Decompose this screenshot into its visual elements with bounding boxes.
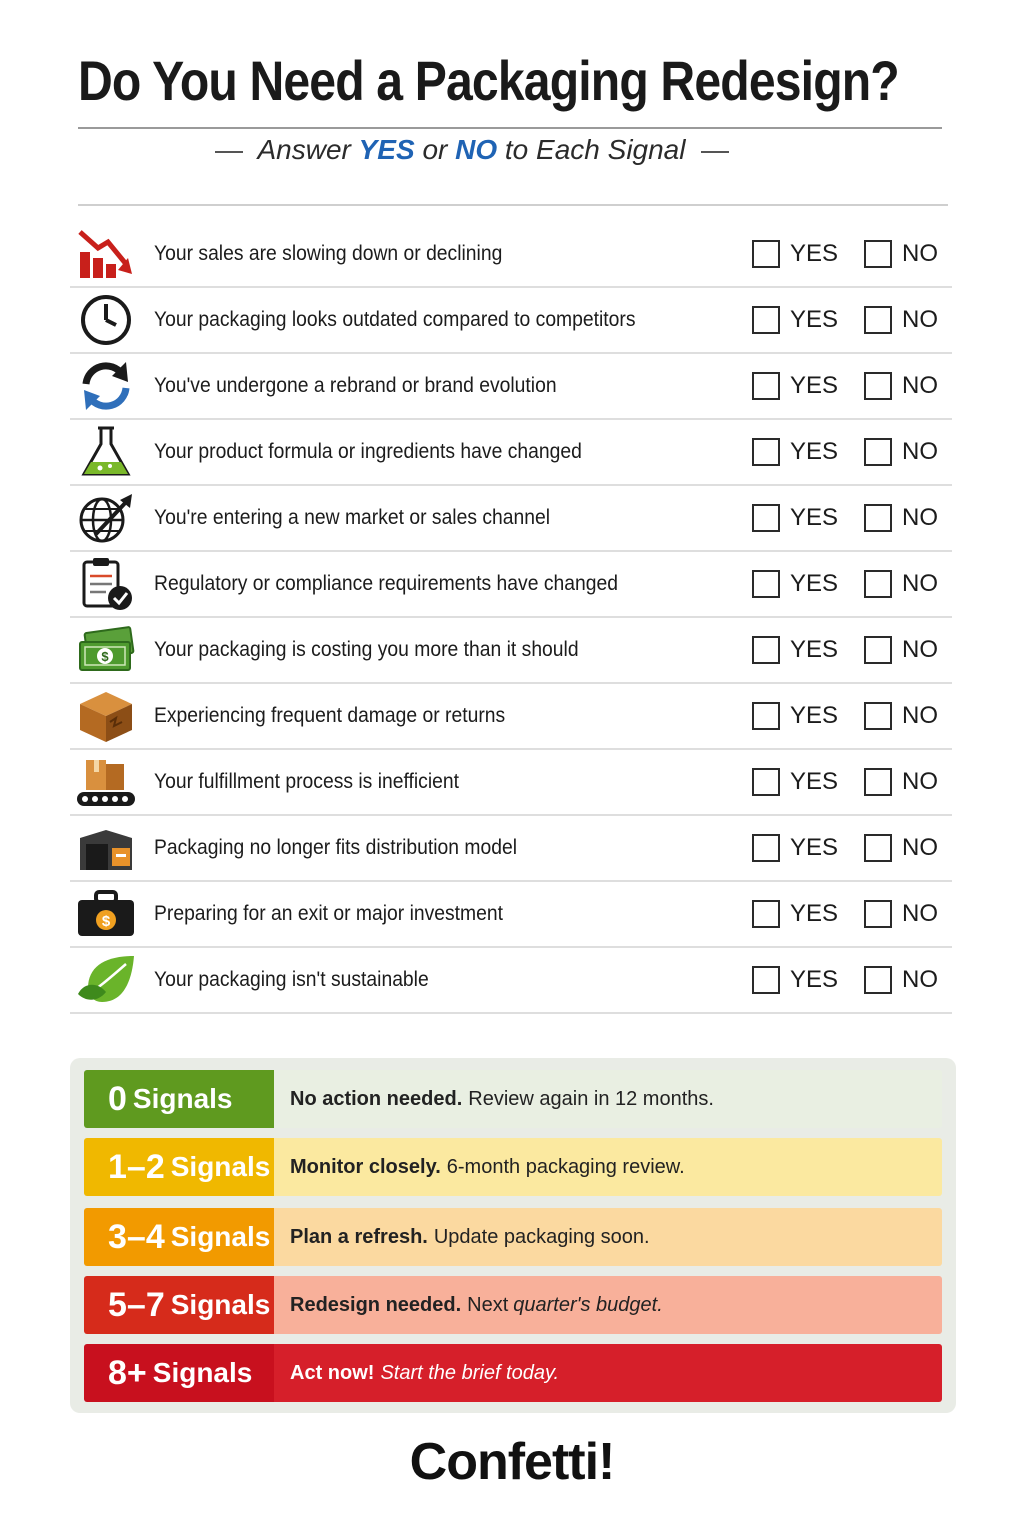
subtitle-yes: YES [358, 134, 415, 165]
yes-label: YES [790, 372, 839, 399]
band-advice-strong: No action needed. [290, 1087, 463, 1110]
globe-arrow-icon [70, 490, 142, 546]
subtitle-no: NO [455, 134, 498, 165]
signal-row [70, 354, 952, 420]
no-option[interactable] [864, 900, 938, 928]
band-number: 0 [108, 1079, 127, 1118]
declining-chart-icon [70, 226, 142, 282]
no-option[interactable] [864, 966, 938, 994]
yes-option[interactable] [752, 306, 838, 334]
score-band-3-4 [84, 1208, 942, 1266]
band-advice [274, 1138, 942, 1196]
yes-checkbox[interactable] [752, 636, 780, 664]
subtitle-rest: to Each Signal [504, 134, 686, 165]
yes-option[interactable] [752, 570, 838, 598]
no-label: NO [902, 438, 938, 465]
yes-option[interactable] [752, 636, 838, 664]
no-checkbox[interactable] [864, 966, 892, 994]
no-option[interactable] [864, 834, 938, 862]
title-divider [78, 127, 942, 129]
yes-label: YES [790, 306, 839, 333]
yes-label: YES [790, 636, 839, 663]
refresh-arrows-icon [70, 358, 142, 414]
clock-icon [70, 292, 142, 348]
band-word: Signals [152, 1357, 253, 1388]
no-label: NO [902, 900, 938, 927]
yes-option[interactable] [752, 438, 838, 466]
subtitle [0, 134, 944, 166]
signal-row [70, 420, 952, 486]
list-divider [78, 204, 948, 206]
no-option[interactable] [864, 768, 938, 796]
yes-label: YES [790, 240, 839, 267]
yes-label: YES [790, 966, 839, 993]
yes-label: YES [790, 702, 839, 729]
conveyor-box-icon [70, 754, 142, 810]
yes-option[interactable] [752, 702, 838, 730]
no-checkbox[interactable] [864, 834, 892, 862]
damaged-box-icon [70, 688, 142, 744]
yes-label: YES [790, 834, 839, 861]
band-word: Signals [170, 1289, 271, 1320]
yes-checkbox[interactable] [752, 372, 780, 400]
no-checkbox[interactable] [864, 438, 892, 466]
band-advice [274, 1344, 942, 1402]
yes-label: YES [790, 504, 839, 531]
signal-row [70, 750, 952, 816]
no-label: NO [902, 504, 938, 531]
band-count [84, 1276, 274, 1334]
signal-row [70, 486, 952, 552]
band-number: 5–7 [108, 1285, 165, 1324]
band-advice [274, 1208, 942, 1266]
no-checkbox[interactable] [864, 240, 892, 268]
band-advice-rest: Next [467, 1293, 509, 1316]
no-checkbox[interactable] [864, 702, 892, 730]
yes-label: YES [790, 768, 839, 795]
no-checkbox[interactable] [864, 636, 892, 664]
band-number: 8+ [108, 1353, 147, 1392]
band-count [84, 1070, 274, 1128]
no-checkbox[interactable] [864, 900, 892, 928]
no-checkbox[interactable] [864, 306, 892, 334]
signal-row [70, 288, 952, 354]
yes-option[interactable] [752, 768, 838, 796]
band-advice-strong: Act now! [290, 1361, 375, 1384]
yes-option[interactable] [752, 834, 838, 862]
band-advice-rest: 6-month packaging review. [446, 1155, 685, 1178]
subtitle-dash-left [215, 151, 243, 153]
signal-row [70, 948, 952, 1014]
signal-text: Your packaging is costing you more than it should [154, 638, 579, 661]
scoring-panel [70, 1058, 956, 1413]
yes-checkbox[interactable] [752, 900, 780, 928]
score-band-5-7 [84, 1276, 942, 1334]
briefcase-dollar-icon [70, 886, 142, 942]
band-advice [274, 1276, 942, 1334]
yes-option[interactable] [752, 900, 838, 928]
subtitle-or: or [422, 134, 448, 165]
subtitle-answer: Answer [257, 134, 351, 165]
no-option[interactable] [864, 372, 938, 400]
band-word: Signals [170, 1151, 271, 1182]
yes-checkbox[interactable] [752, 834, 780, 862]
no-checkbox[interactable] [864, 372, 892, 400]
band-advice [274, 1070, 942, 1128]
warehouse-icon [70, 820, 142, 876]
score-band-1-2 [84, 1138, 942, 1196]
band-advice-italic: quarter's budget. [513, 1293, 663, 1316]
yes-option[interactable] [752, 504, 838, 532]
band-count [84, 1138, 274, 1196]
signal-row [70, 684, 952, 750]
band-advice-rest: Review again in 12 months. [468, 1087, 714, 1110]
signal-row [70, 816, 952, 882]
signal-text: Experiencing frequent damage or returns [154, 704, 506, 727]
yes-checkbox[interactable] [752, 438, 780, 466]
flask-icon [70, 424, 142, 480]
band-advice-strong: Plan a refresh. [290, 1225, 428, 1248]
band-count [84, 1344, 274, 1402]
no-label: NO [902, 636, 938, 663]
yes-option[interactable] [752, 372, 838, 400]
leaf-icon [70, 952, 142, 1008]
no-option[interactable] [864, 504, 938, 532]
no-option[interactable] [864, 240, 938, 268]
signal-text: Regulatory or compliance requirements have changed [154, 572, 618, 595]
no-checkbox[interactable] [864, 570, 892, 598]
no-label: NO [902, 834, 938, 861]
yes-checkbox[interactable] [752, 702, 780, 730]
band-advice-rest: Update packaging soon. [433, 1225, 650, 1248]
yes-checkbox[interactable] [752, 504, 780, 532]
signal-row [70, 222, 952, 288]
no-label: NO [902, 702, 938, 729]
signal-text: Your product formula or ingredients have changed [154, 440, 582, 463]
band-count [84, 1208, 274, 1266]
yes-checkbox[interactable] [752, 768, 780, 796]
no-label: NO [902, 768, 938, 795]
svg-text:$: $ [101, 913, 111, 930]
band-word: Signals [132, 1083, 233, 1114]
no-option[interactable] [864, 570, 938, 598]
no-option[interactable] [864, 636, 938, 664]
band-word: Signals [170, 1221, 271, 1252]
no-option[interactable] [864, 702, 938, 730]
yes-checkbox[interactable] [752, 966, 780, 994]
signal-text: You've undergone a rebrand or brand evolution [154, 374, 557, 397]
signal-text: Your packaging looks outdated compared to competitors [154, 308, 636, 331]
page-title: Do You Need a Packaging Redesign? [78, 49, 899, 112]
no-label: NO [902, 966, 938, 993]
no-checkbox[interactable] [864, 504, 892, 532]
signal-text: Packaging no longer fits distribution model [154, 836, 517, 859]
signal-text: Your packaging isn't sustainable [154, 968, 429, 991]
no-option[interactable] [864, 306, 938, 334]
yes-checkbox[interactable] [752, 570, 780, 598]
band-number: 1–2 [108, 1147, 165, 1186]
signal-text: You're entering a new market or sales channel [154, 506, 551, 529]
yes-option[interactable] [752, 240, 838, 268]
band-number: 3–4 [108, 1217, 165, 1256]
band-advice-italic: Start the brief today. [380, 1361, 560, 1384]
no-checkbox[interactable] [864, 768, 892, 796]
svg-text:$: $ [101, 649, 109, 664]
score-band-0 [84, 1070, 942, 1128]
score-band-8-plus [84, 1344, 942, 1402]
signal-text: Your fulfillment process is inefficient [154, 770, 459, 793]
yes-checkbox[interactable] [752, 240, 780, 268]
signal-text: Your sales are slowing down or declining [154, 242, 503, 265]
no-label: NO [902, 372, 938, 399]
yes-option[interactable] [752, 966, 838, 994]
yes-checkbox[interactable] [752, 306, 780, 334]
band-advice-strong: Redesign needed. [290, 1293, 462, 1316]
yes-label: YES [790, 570, 839, 597]
money-stack-icon [70, 622, 142, 678]
yes-label: YES [790, 438, 839, 465]
clipboard-check-icon [70, 556, 142, 612]
no-label: NO [902, 240, 938, 267]
subtitle-dash-right [701, 151, 729, 153]
no-label: NO [902, 570, 938, 597]
signal-row [70, 882, 952, 948]
signal-list [70, 222, 952, 1014]
yes-label: YES [790, 900, 839, 927]
no-option[interactable] [864, 438, 938, 466]
band-advice-strong: Monitor closely. [290, 1155, 441, 1178]
no-label: NO [902, 306, 938, 333]
signal-row [70, 618, 952, 684]
confetti-logo: Confetti! [409, 1433, 615, 1491]
signal-row [70, 552, 952, 618]
signal-text: Preparing for an exit or major investment [154, 902, 503, 925]
